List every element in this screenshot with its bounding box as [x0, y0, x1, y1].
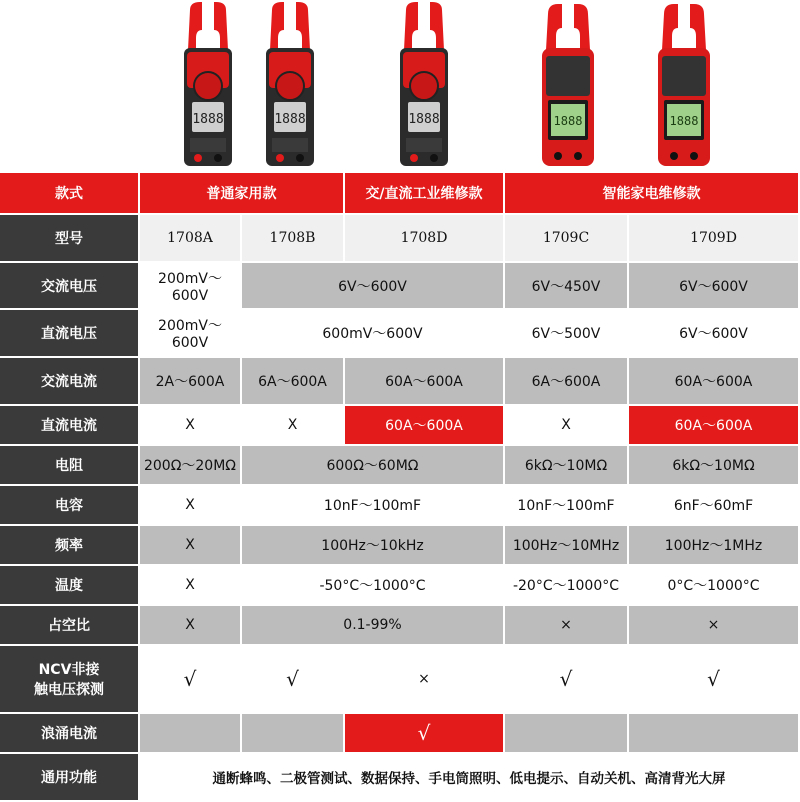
table-row — [0, 446, 800, 486]
cell: 6V～600V — [242, 263, 505, 310]
model-1709d: 1709D — [629, 215, 800, 263]
table-row — [0, 486, 800, 526]
cell: X — [505, 406, 629, 446]
cell: 6A～600A — [242, 358, 345, 406]
row-label: 直流电压 — [0, 310, 140, 358]
cell: 100Hz～10MHz — [505, 526, 629, 566]
cell: X — [242, 406, 345, 446]
cell: X — [140, 606, 242, 646]
spec-comparison-table — [0, 173, 800, 802]
cell: √ — [505, 646, 629, 714]
lcd-readout: 1888 — [274, 112, 306, 127]
cell: 600Ω～60MΩ — [242, 446, 505, 486]
clamp-meter-1709d-image — [652, 0, 716, 172]
cell: 6V～500V — [505, 310, 629, 358]
cell: X — [140, 406, 242, 446]
group-home-use: 普通家用款 — [140, 173, 345, 215]
cell: 100Hz～10kHz — [242, 526, 505, 566]
table-row — [0, 310, 800, 358]
cell: 6nF～60mF — [629, 486, 800, 526]
cell: 100Hz～1MHz — [629, 526, 800, 566]
row-label: 电阻 — [0, 446, 140, 486]
cell: 6kΩ～10MΩ — [629, 446, 800, 486]
table-row — [0, 714, 800, 754]
lcd-readout: 1888 — [669, 114, 699, 128]
cell-highlight: √ — [345, 714, 505, 754]
cell: 6V～450V — [505, 263, 629, 310]
cell: 6V～600V — [629, 263, 800, 310]
table-row — [0, 754, 800, 802]
cell: × — [629, 606, 800, 646]
cell: √ — [140, 646, 242, 714]
cell: 60A～600A — [345, 358, 505, 406]
model-1709c: 1709C — [505, 215, 629, 263]
cell: -20°C～1000°C — [505, 566, 629, 606]
cell: 2A～600A — [140, 358, 242, 406]
product-lineup — [0, 0, 800, 172]
lcd-readout: 1888 — [192, 112, 224, 127]
cell — [629, 714, 800, 754]
table-row — [0, 566, 800, 606]
cell: X — [140, 486, 242, 526]
cell — [505, 714, 629, 754]
table-header-row — [0, 173, 800, 215]
cell: √ — [242, 646, 345, 714]
cell-highlight: 60A～600A — [345, 406, 505, 446]
clamp-meter-1708d-image — [392, 0, 456, 172]
clamp-meter-1708b-image — [258, 0, 322, 172]
table-row — [0, 406, 800, 446]
cell: 6kΩ～10MΩ — [505, 446, 629, 486]
cell-highlight: 60A～600A — [629, 406, 800, 446]
table-row — [0, 526, 800, 566]
cell: 10nF～100mF — [242, 486, 505, 526]
group-smart-appliance: 智能家电维修款 — [505, 173, 800, 215]
cell: 200Ω～20MΩ — [140, 446, 242, 486]
clamp-meter-1709c-image — [536, 0, 600, 172]
row-label: 直流电流 — [0, 406, 140, 446]
row-label: 浪涌电流 — [0, 714, 140, 754]
row-label — [0, 646, 140, 714]
model-1708d: 1708D — [345, 215, 505, 263]
cell: × — [505, 606, 629, 646]
table-row — [0, 646, 800, 714]
table-row — [0, 215, 800, 263]
row-label: 占空比 — [0, 606, 140, 646]
lcd-readout: 1888 — [553, 114, 583, 128]
cell: -50°C～1000°C — [242, 566, 505, 606]
cell: 6A～600A — [505, 358, 629, 406]
row-label: 温度 — [0, 566, 140, 606]
row-label: 款式 — [0, 173, 140, 215]
row-label: 电容 — [0, 486, 140, 526]
cell: X — [140, 526, 242, 566]
cell: 6V～600V — [629, 310, 800, 358]
row-label-line: 触电压探测 — [34, 682, 104, 698]
table-row — [0, 606, 800, 646]
cell — [140, 714, 242, 754]
table-row — [0, 263, 800, 310]
group-industrial: 交/直流工业维修款 — [345, 173, 505, 215]
row-label-line: NCV非接 — [38, 662, 100, 678]
cell: 200mV～600V — [140, 310, 242, 358]
row-label: 交流电压 — [0, 263, 140, 310]
cell: X — [140, 566, 242, 606]
row-label: 通用功能 — [0, 754, 140, 802]
cell: √ — [629, 646, 800, 714]
cell — [242, 714, 345, 754]
common-features: 通断蜂鸣、二极管测试、数据保持、手电筒照明、低电提示、自动关机、高清背光大屏 — [140, 754, 800, 802]
cell: 60A～600A — [629, 358, 800, 406]
cell: 200mV～600V — [140, 263, 242, 310]
cell: 10nF～100mF — [505, 486, 629, 526]
model-1708b: 1708B — [242, 215, 345, 263]
lcd-readout: 1888 — [408, 112, 440, 127]
model-1708a: 1708A — [140, 215, 242, 263]
table-row — [0, 358, 800, 406]
row-label: 频率 — [0, 526, 140, 566]
cell: 600mV～600V — [242, 310, 505, 358]
row-label: 型号 — [0, 215, 140, 263]
cell: × — [345, 646, 505, 714]
cell: 0.1-99% — [242, 606, 505, 646]
clamp-meter-1708a-image — [176, 0, 240, 172]
cell: 0°C～1000°C — [629, 566, 800, 606]
row-label: 交流电流 — [0, 358, 140, 406]
